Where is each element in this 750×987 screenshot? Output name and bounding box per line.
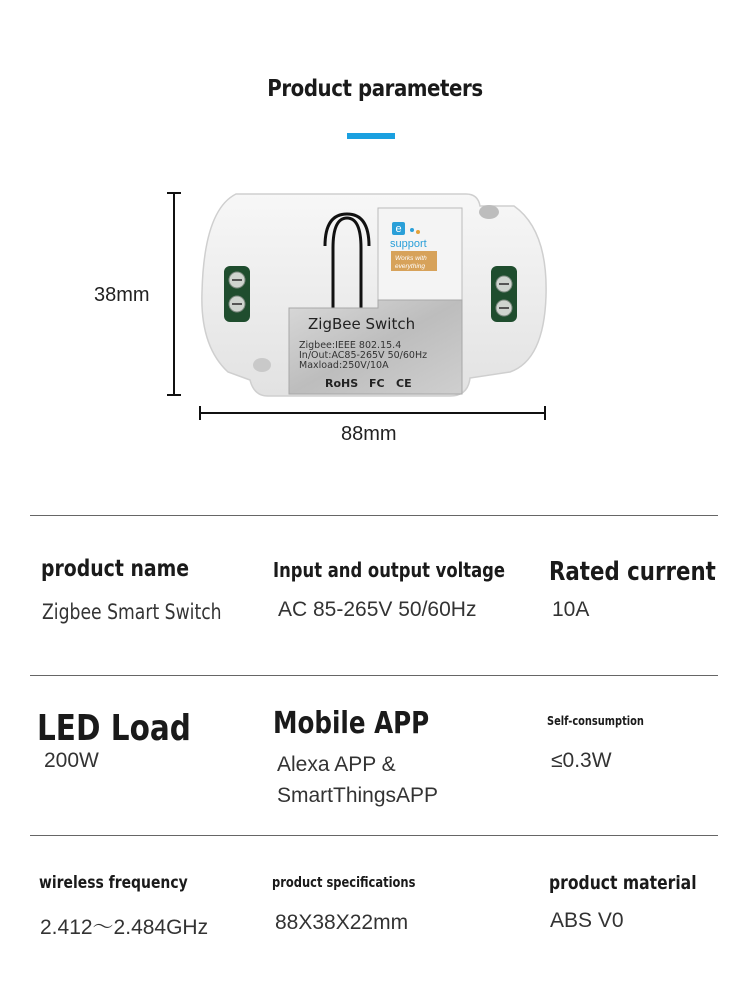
height-label: 38mm xyxy=(94,284,150,306)
spec-product-material xyxy=(549,872,729,894)
spec-product-name xyxy=(41,556,222,582)
spec-label: LED Load xyxy=(37,708,191,749)
spec-product-material-value-wrap xyxy=(550,909,624,933)
dimension-diagram xyxy=(0,0,750,470)
spec-rated-current xyxy=(549,557,750,587)
height-dimension-line xyxy=(167,193,181,395)
spec-led-load xyxy=(37,708,225,749)
spec-mobile-app-value-wrap xyxy=(277,749,438,811)
brand-letter: e xyxy=(395,223,402,235)
spec-value: 88X38X22mm xyxy=(275,911,409,934)
right-terminal xyxy=(491,266,517,322)
spec-wireless-frequency-value-wrap xyxy=(40,911,208,941)
ce-mark: CE xyxy=(396,377,412,390)
divider xyxy=(30,675,718,676)
spec-product-specifications-value-wrap xyxy=(275,911,408,935)
device-spec-line: In/Out:AC85-265V 50/60Hz xyxy=(299,350,428,361)
spec-wireless-frequency xyxy=(39,873,220,893)
fc-mark: FC xyxy=(369,377,385,390)
spec-value: AC 85-265V 50/60Hz xyxy=(278,598,477,621)
spec-label: Self-consumption xyxy=(547,714,644,728)
divider xyxy=(30,835,718,836)
width-label: 88mm xyxy=(341,423,397,445)
spec-label: product name xyxy=(41,556,190,582)
spec-label: Mobile APP xyxy=(273,706,430,741)
left-terminal xyxy=(224,266,250,322)
device-name: ZigBee Switch xyxy=(308,315,416,333)
spec-value: ABS V0 xyxy=(550,909,624,932)
spec-value: Alexa APP & xyxy=(277,753,396,776)
spec-led-load-value-wrap xyxy=(44,749,99,773)
divider xyxy=(30,515,718,516)
spec-label: product specifications xyxy=(272,875,416,891)
spec-mobile-app xyxy=(273,706,464,741)
spec-voltage xyxy=(273,558,556,582)
spec-label: Rated current xyxy=(549,557,716,587)
width-dimension-line xyxy=(200,406,545,420)
spec-value: SmartThingsAPP xyxy=(277,784,439,807)
spec-value: 2.412～2.484GHz xyxy=(40,916,209,939)
brand-text: support xyxy=(390,238,427,250)
spec-rated-current-value-wrap xyxy=(552,598,589,622)
device-spec-line: Maxload:250V/10A xyxy=(299,360,389,371)
spec-label: Input and output voltage xyxy=(273,558,506,582)
spec-value: Zigbee Smart Switch xyxy=(42,600,222,624)
spec-value: ≤0.3W xyxy=(551,749,612,772)
spec-value: 200W xyxy=(44,749,99,772)
spec-product-name-value-wrap xyxy=(42,600,261,624)
badge-text-line1: Works with xyxy=(395,255,427,262)
spec-value: 10A xyxy=(552,598,590,621)
badge-text-line2: everything xyxy=(395,263,425,270)
spec-self-consumption-value-wrap xyxy=(551,749,612,773)
spec-voltage-value-wrap xyxy=(278,598,476,622)
spec-self-consumption xyxy=(547,714,665,728)
page-title: Product parameters xyxy=(267,76,483,102)
device-illustration xyxy=(0,0,750,470)
spec-product-specifications xyxy=(272,875,447,891)
rohs-mark: RoHS xyxy=(325,377,359,390)
device-spec-line: Zigbee:IEEE 802.15.4 xyxy=(299,340,402,351)
spec-label: wireless frequency xyxy=(39,873,188,893)
spec-label: product material xyxy=(549,872,697,894)
